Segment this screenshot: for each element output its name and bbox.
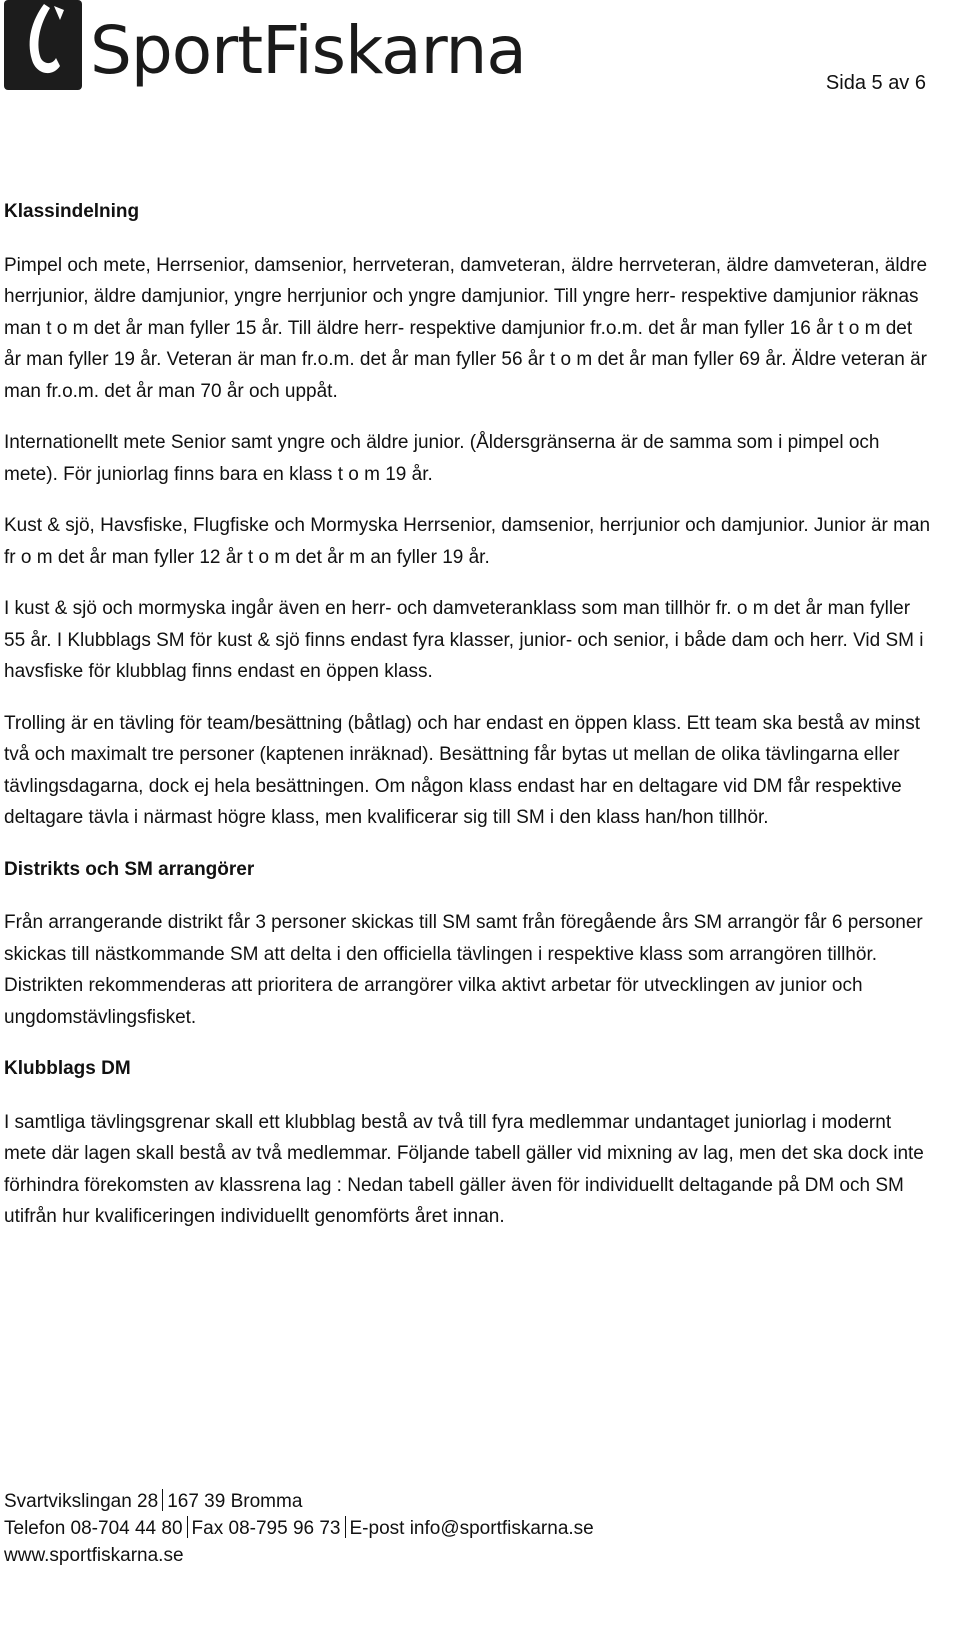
footer-postal: 167 39 Bromma	[167, 1491, 303, 1512]
paragraph: I kust & sjö och mormyska ingår även en herr- och damveteranklass som man tillhör fr. o m det år man fyller 55 år. I Klubblags SM för kust & sjö finns endast fyra klasser, junior- och senior, i både dam och herr. Vid SM i havsfiske för klubblag finns endast en öppen klass.	[4, 598, 924, 682]
hook-fish-icon	[4, 0, 82, 90]
footer-email-link[interactable]: E-post info@sportfiskarna.se	[349, 1518, 594, 1539]
paragraph: Kust & sjö, Havsfiske, Flugfiske och Mormyska Herrsenior, damsenior, herrjunior och damjunior. Junior är man fr o m det år man fyller 12 år t o m det år m an fyller 19 år.	[4, 515, 931, 568]
separator	[162, 1489, 163, 1511]
paragraph: Pimpel och mete, Herrsenior, damsenior, herrveteran, damveteran, äldre herrveteran, äldre damveteran, äldre herrjunior, äldre damjunior, yngre herrjunior och yngre damjunior. Till yngre herr- respektive damjunior räknas man t o m det år man fyller 15 år. Till äldre herr- respektive damjunior fr.o.m. det år man fyller 16 år t o m det år man fyller 19 år. Veteran är man fr.o.m. det år man fyller 56 år t o m det år man fyller 69 år. Äldre veteran är man fr.o.m. det år man 70 år och uppåt.	[4, 254, 928, 402]
paragraph: Från arrangerande distrikt får 3 personer skickas till SM samt från föregående års SM arrangör får 6 personer skickas till nästkommande SM att delta i den officiella tävlingen i respektive klass som arrangören tillhör. Distrikten rekommenderas att prioritera de arrangörer vilka aktivt arbetar för utvecklingen av junior och ungdomstävlingsfisket.	[4, 912, 923, 1028]
brand-logo	[4, 0, 526, 92]
footer-address-line	[4, 1488, 594, 1515]
footer-website-link[interactable]: www.sportfiskarna.se	[4, 1545, 184, 1566]
separator	[345, 1516, 346, 1538]
paragraph: I samtliga tävlingsgrenar skall ett klubblag bestå av två till fyra medlemmar undantaget juniorlag i modernt mete där lagen skall bestå av två medlemmar. Följande tabell gäller vid mixning av lag, men det ska dock inte förhindra förekomsten av klassrena lag : Nedan tabell gäller även för individuellt deltagande på DM och SM utifrån hur kvalificeringen individuellt genomförts året innan.	[4, 1111, 924, 1227]
section-heading-arrangorer: Distrikts och SM arrangörer	[4, 858, 255, 880]
section-heading-klassindelning: Klassindelning	[4, 201, 140, 222]
page-footer	[4, 1488, 594, 1569]
paragraph: Internationellt mete Senior samt yngre och äldre junior. (Åldersgränserna är de samma som i pimpel och mete). För juniorlag finns bara en klass t o m 19 år.	[4, 432, 880, 485]
paragraph: Trolling är en tävling för team/besättning (båtlag) och har endast en öppen klass. Ett team ska bestå av minst två och maximalt tre personer (kaptenen inräknad). Besättning får bytas ut mellan de olika tävlingarna eller tävlingsdagarna, dock ej hela besättningen. Om någon klass endast har en deltagare vid DM får respektive deltagare tävla i närmast högre klass, men kvalificerar sig till SM i den klass han/hon tillhör.	[4, 712, 921, 828]
section-heading-klubblags-dm: Klubblags DM	[4, 1058, 131, 1079]
footer-street: Svartvikslingan 28	[4, 1491, 159, 1512]
document-body	[4, 196, 934, 1253]
footer-fax: Fax 08-795 96 73	[191, 1518, 341, 1539]
separator	[187, 1516, 188, 1538]
logo-wordmark: SportFiskarna	[90, 12, 526, 89]
footer-contact-line	[4, 1515, 594, 1542]
page-number: Sida 5 av 6	[825, 72, 926, 94]
footer-phone: Telefon 08-704 44 80	[4, 1518, 183, 1539]
